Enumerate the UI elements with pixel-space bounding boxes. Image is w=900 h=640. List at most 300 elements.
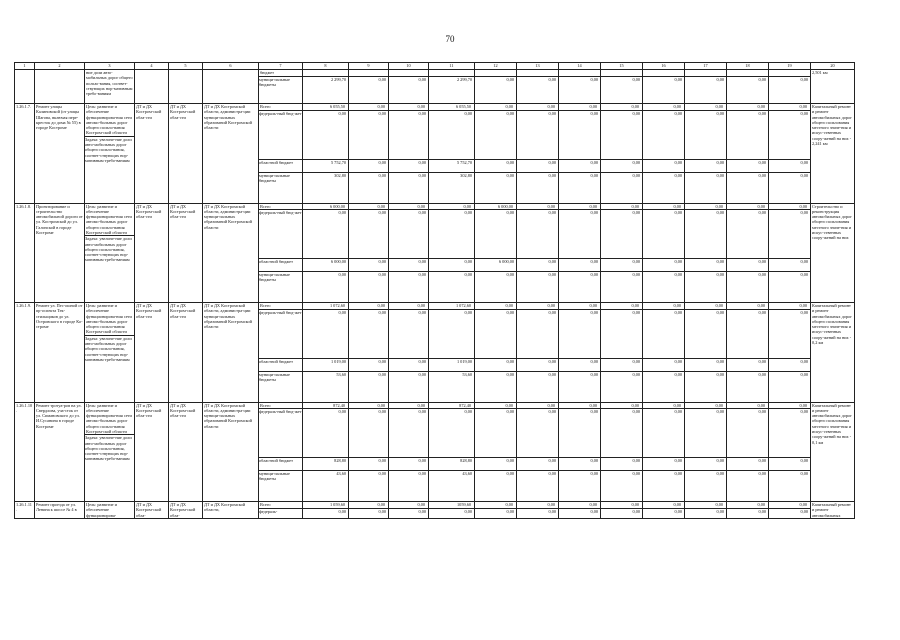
amount-cell <box>349 402 389 502</box>
amount-value: 0,00 <box>377 104 385 109</box>
amount-value: 0,00 <box>716 159 724 165</box>
column-number: 18 <box>727 63 769 70</box>
amount-value: 0,00 <box>674 458 682 463</box>
executor: ДТ и ДХ Костром-ской обла-сти <box>135 402 169 502</box>
column-number: 19 <box>769 63 811 70</box>
amount-value: 0,00 <box>632 358 640 364</box>
amount-cell <box>303 402 349 502</box>
amount-value: 0,00 <box>548 458 556 463</box>
amount-value: 0,00 <box>590 272 598 277</box>
amount-value: 0,00 <box>378 458 386 463</box>
funding-source: муници-пальные бюджеты <box>259 371 290 382</box>
amount-value: 2 299,70 <box>330 77 346 82</box>
amount-value: 0,00 <box>464 409 472 414</box>
amount-value: 0,00 <box>800 110 808 116</box>
amount-value: 0,00 <box>548 409 556 414</box>
amount-value: 0,00 <box>464 110 472 116</box>
amount-value: 0,00 <box>799 303 807 308</box>
column-number: 5 <box>169 63 203 70</box>
amount-value: 0,00 <box>418 159 426 165</box>
amount-cell <box>349 502 389 519</box>
funding-source: муници-пальные бюджеты <box>259 77 290 88</box>
amount-value: 0,00 <box>506 110 514 116</box>
column-number: 6 <box>203 63 259 70</box>
column-number: 1 <box>15 63 35 70</box>
amount-value: 0,00 <box>799 502 807 507</box>
amount-value: 0,00 <box>418 210 426 215</box>
amount-value: 0,00 <box>800 259 808 264</box>
task-text: ние доли авто-мобильных дорог общего пользо-вания, соответ-ствующих нор-мативным требо-ваниям <box>85 70 135 104</box>
amount-value: 0,00 <box>590 458 598 463</box>
amount-value: 0,00 <box>418 371 426 377</box>
amount-cell <box>769 402 811 502</box>
amount-value: 0,00 <box>674 508 682 514</box>
amount-value: 0,00 <box>418 259 426 264</box>
amount-value: 0,00 <box>378 110 386 116</box>
funding-source: федераль-ный бюд-жет <box>259 309 302 315</box>
amount-value: 0,00 <box>418 309 426 315</box>
amount-cell <box>517 502 559 519</box>
amount-value: 0,00 <box>632 77 640 82</box>
funding-source: федераль-ный бюд-жет <box>259 210 302 215</box>
amount-value: 0,00 <box>506 159 514 165</box>
amount-value: 0,00 <box>631 203 639 209</box>
amount-cell <box>303 203 349 303</box>
column-number: 15 <box>601 63 643 70</box>
amount-value: 0,00 <box>418 172 426 178</box>
column-number: 11 <box>429 63 475 70</box>
amount-cell <box>601 104 643 204</box>
amount-value: 0,00 <box>464 309 472 315</box>
amount-value: 0,00 <box>338 272 346 277</box>
amount-cell <box>475 303 517 403</box>
amount-value: 0,00 <box>631 303 639 308</box>
goal-task-cell <box>85 502 135 519</box>
amount-value: 0,00 <box>590 210 598 215</box>
amount-value: 0,00 <box>417 203 425 209</box>
amount-value: 0,00 <box>674 159 682 165</box>
funding-source: федераль- <box>259 508 278 514</box>
amount-cell <box>429 402 475 502</box>
item-number: 1.26.1.10. <box>15 402 35 502</box>
table-body <box>15 63 855 519</box>
amount-value: 0,00 <box>548 371 556 377</box>
amount-value: 0,00 <box>716 77 724 82</box>
amount-value: 0,00 <box>674 110 682 116</box>
amount-cell <box>303 104 349 204</box>
cell-empty <box>203 70 259 104</box>
task-text: Задача: увеличе-ние доли авто-мобильных дорог общего пользо-вания, соответ-ствующих нор-мативным требо-ваниям <box>85 335 132 362</box>
amount-value: 43,60 <box>336 471 346 476</box>
participants: ДТ и ДХ Костромской области, администра-ции муници-пальных образований Костромской области <box>203 402 259 502</box>
coordinator: ДТ и ДХ Костром-ской обла-сти <box>169 203 203 303</box>
amount-value: 302,80 <box>334 172 346 178</box>
amount-value: 0,00 <box>673 303 681 308</box>
column-number: 12 <box>475 63 517 70</box>
amount-value: 0,00 <box>589 402 597 408</box>
amount-value: 0,00 <box>547 402 555 408</box>
amount-value: 0,00 <box>418 471 426 476</box>
amount-cell <box>349 70 389 104</box>
amount-value: 0,00 <box>716 210 724 215</box>
amount-value: 0,00 <box>674 77 682 82</box>
amount-value: 0,00 <box>548 309 556 315</box>
amount-value: 0,00 <box>800 210 808 215</box>
amount-value: 0,00 <box>632 259 640 264</box>
amount-cell <box>475 203 517 303</box>
continuation-row <box>15 70 855 104</box>
amount-value: 0,00 <box>757 402 765 408</box>
amount-value: 0,00 <box>757 203 765 209</box>
amount-value: 0,00 <box>378 159 386 165</box>
funding-source: федераль-ный бюд-жет <box>259 409 302 414</box>
table-row <box>15 104 855 204</box>
amount-cell <box>685 402 727 502</box>
amount-value: 0,00 <box>758 110 766 116</box>
amount-cell <box>727 502 769 519</box>
cell-empty <box>135 70 169 104</box>
amount-value: 0,00 <box>800 409 808 414</box>
amount-cell <box>559 104 601 204</box>
amount-cell <box>389 104 429 204</box>
goal-task-cell <box>85 402 135 502</box>
amount-value: 0,00 <box>758 371 766 377</box>
amount-value: 0,00 <box>378 409 386 414</box>
amount-value: 0,00 <box>590 409 598 414</box>
amount-value: 0,00 <box>674 172 682 178</box>
amount-value: 0,00 <box>631 502 639 507</box>
amount-value: 0,00 <box>758 471 766 476</box>
funding-source: Всего <box>260 303 271 308</box>
amount-value: 0,00 <box>589 203 597 209</box>
amount-cell <box>349 104 389 204</box>
amount-value: 0,00 <box>506 358 514 364</box>
amount-value: 0,00 <box>547 203 555 209</box>
amount-cell <box>429 502 475 519</box>
amount-cell <box>559 402 601 502</box>
item-number: 1.26.1.8. <box>15 203 35 303</box>
amount-cell <box>303 70 349 104</box>
amount-value: 0,00 <box>632 272 640 277</box>
amount-value: 0,00 <box>673 402 681 408</box>
amount-value: 0,00 <box>377 502 385 507</box>
amount-value: 0,00 <box>547 303 555 308</box>
source-cell <box>259 104 303 204</box>
amount-value: 0,00 <box>800 358 808 364</box>
column-number: 3 <box>85 63 135 70</box>
amount-value: 0,00 <box>548 159 556 165</box>
amount-value: 0,00 <box>590 77 598 82</box>
coordinator: ДТ и ДХ Костром-ской обла-сти <box>169 402 203 502</box>
amount-value: 0,00 <box>378 272 386 277</box>
result-text: 2,501 км <box>811 70 855 104</box>
amount-value: 0,00 <box>674 259 682 264</box>
amount-value: 0,00 <box>505 402 513 408</box>
amount-value: 0,00 <box>631 402 639 408</box>
result-text: Строительство и реконструкция автомобильных дорог общего пользования местного значе-ния и искус-ственных соору-жений на них <box>811 203 855 303</box>
amount-cell <box>559 203 601 303</box>
amount-cell <box>601 203 643 303</box>
amount-value: 0,00 <box>378 371 386 377</box>
amount-value: 0,00 <box>417 402 425 408</box>
amount-value: 0,00 <box>548 259 556 264</box>
table-row <box>15 402 855 502</box>
amount-cell <box>727 104 769 204</box>
amount-value: 6 055,50 <box>455 104 471 109</box>
column-number: 4 <box>135 63 169 70</box>
amount-cell <box>349 203 389 303</box>
amount-value: 0,00 <box>758 409 766 414</box>
funding-source: Всего <box>260 402 271 408</box>
amount-value: 0,00 <box>800 309 808 315</box>
amount-value: 0,00 <box>673 104 681 109</box>
amount-cell <box>601 502 643 519</box>
funding-source: областной бюджет <box>259 159 293 165</box>
amount-value: 0,00 <box>378 508 386 514</box>
amount-value: 0,00 <box>800 371 808 377</box>
amount-value: 0,00 <box>506 272 514 277</box>
header-row <box>15 63 855 70</box>
funding-source: Всего <box>260 104 271 109</box>
amount-value: 0,00 <box>757 104 765 109</box>
goal-text: Цель: развитие и обеспечение функционирова- <box>86 502 117 518</box>
amount-value: 0,00 <box>716 358 724 364</box>
amount-value: 0,00 <box>506 309 514 315</box>
amount-cell <box>349 303 389 403</box>
amount-value: 872,40 <box>459 402 471 408</box>
amount-value: 0,00 <box>505 502 513 507</box>
source-cell <box>259 502 303 519</box>
amount-value: 0,00 <box>590 371 598 377</box>
amount-cell <box>643 70 685 104</box>
goal-text: Цель: развитие и обеспечение функционирова-ния сети автомо-бильных дорог общего пользо-вания Костром-ской области <box>86 303 132 335</box>
amount-cell <box>389 303 429 403</box>
amount-value: 0,00 <box>505 303 513 308</box>
amount-value: 0,00 <box>632 172 640 178</box>
participants: ДТ и ДХ Костромской области, администра-ции муници-пальных образований Костромской области <box>203 104 259 204</box>
amount-value: 0,00 <box>589 303 597 308</box>
amount-value: 0,00 <box>505 104 513 109</box>
amount-value: 0,00 <box>673 203 681 209</box>
amount-cell <box>475 104 517 204</box>
item-name: Ремонт проезда от ул. Ленина к шоссе № 4 в <box>35 502 85 519</box>
result-text: Капитальный ремонт и ремонт автомобильных дорог общего пользования местного значе-ния и искус-ственных соору-жений на них - 0,1 км <box>811 402 855 502</box>
amount-value: 0,00 <box>758 458 766 463</box>
column-number: 14 <box>559 63 601 70</box>
column-number: 10 <box>389 63 429 70</box>
amount-value: 0,00 <box>632 210 640 215</box>
amount-value: 0,00 <box>632 471 640 476</box>
cell-empty <box>15 70 35 104</box>
amount-value: 0,00 <box>418 409 426 414</box>
amount-cell <box>389 402 429 502</box>
amount-cell <box>303 303 349 403</box>
amount-value: 0,00 <box>758 259 766 264</box>
item-name: Проектирование и строительство автомобильной дороги от ул. Костромской до ул. Галичской в городе Костроме <box>35 203 85 303</box>
amount-value: 2 299,70 <box>456 77 472 82</box>
amount-value: 0,00 <box>674 210 682 215</box>
amount-cell <box>685 70 727 104</box>
amount-value: 0,00 <box>589 502 597 507</box>
amount-value: 0,00 <box>378 172 386 178</box>
amount-value: 0,00 <box>632 508 640 514</box>
task-text: Задача: увеличе-ние доли авто-мобильных дорог общего пользо-вания, соответ-ствующих нор-мативным требо-ваниям <box>85 136 132 163</box>
amount-value: 0,00 <box>800 172 808 178</box>
amount-value: 0,00 <box>463 203 471 209</box>
amount-value: 0,00 <box>378 259 386 264</box>
goal-text: Цель: развитие и обеспечение функционирова-ния сети автомо-бильных дорог общего пользо-вания Костром-ской области <box>86 402 132 434</box>
amount-cell <box>643 104 685 204</box>
amount-cell <box>429 104 475 204</box>
goal-task-cell <box>85 303 135 403</box>
amount-cell <box>601 402 643 502</box>
funding-source: Всего <box>260 203 271 209</box>
executor: ДТ и ДХ Костром-ской обла-сти <box>135 104 169 204</box>
amount-value: 0,00 <box>506 471 514 476</box>
funding-source: муници-пальные бюджеты <box>259 172 290 183</box>
amount-value: 0,00 <box>758 508 766 514</box>
amount-value: 0,00 <box>673 502 681 507</box>
amount-value: 0,00 <box>716 471 724 476</box>
amount-cell <box>517 104 559 204</box>
amount-value: 0,00 <box>590 172 598 178</box>
amount-value: 0,00 <box>758 309 766 315</box>
amount-cell <box>727 402 769 502</box>
amount-value: 0,00 <box>590 508 598 514</box>
amount-value: 0,00 <box>548 358 556 364</box>
amount-cell <box>727 203 769 303</box>
amount-value: 5 752,70 <box>456 159 472 165</box>
amount-value: 0,00 <box>418 458 426 463</box>
amount-value: 0,00 <box>590 259 598 264</box>
amount-cell <box>559 70 601 104</box>
item-name: Ремонт ул. Пес-ошной от пр-оспекта Тек-стильщиков до ул. Островского в городе Ко-строме <box>35 303 85 403</box>
amount-value: 0,00 <box>716 309 724 315</box>
amount-value: 0,00 <box>632 309 640 315</box>
amount-value: 0,00 <box>716 409 724 414</box>
amount-value: 0,00 <box>715 502 723 507</box>
amount-cell <box>685 502 727 519</box>
amount-value: 0,00 <box>716 172 724 178</box>
amount-value: 828,80 <box>460 458 472 463</box>
amount-value: 53,60 <box>336 371 346 377</box>
funding-source: областной бюджет <box>259 259 293 264</box>
amount-value: 0,00 <box>590 358 598 364</box>
amount-cell <box>517 303 559 403</box>
column-number: 20 <box>811 63 855 70</box>
amount-value: 0,00 <box>800 471 808 476</box>
amount-value: 0,00 <box>377 203 385 209</box>
amount-value: 0,00 <box>464 272 472 277</box>
coordinator: ДТ и ДХ Костром-ской обла-сти <box>169 104 203 204</box>
amount-value: 0,00 <box>338 210 346 215</box>
amount-value: 302,80 <box>460 172 472 178</box>
amount-value: 0,00 <box>338 508 346 514</box>
column-number: 13 <box>517 63 559 70</box>
amount-cell <box>643 402 685 502</box>
funding-source: бюджет <box>260 70 275 75</box>
executor: ДТ и ДХ Костром-ской обла-сти <box>135 303 169 403</box>
participants: ДТ и ДХ Костромской области, администра-ции муници-пальных образований Костромской области <box>203 203 259 303</box>
amount-value: 0,00 <box>378 358 386 364</box>
amount-cell <box>389 502 429 519</box>
source-cell <box>259 70 303 104</box>
item-name: Ремонт тротуа-ров на ул. Свердлова, уча-сток от ул. Симановского до ул. И.Сусанина в городе Костроме <box>35 402 85 502</box>
amount-value: 1 019,00 <box>456 358 472 364</box>
amount-cell <box>303 502 349 519</box>
amount-value: 0,00 <box>506 371 514 377</box>
amount-value: 0,00 <box>800 77 808 82</box>
source-cell <box>259 203 303 303</box>
amount-value: 0,00 <box>548 172 556 178</box>
amount-value: 0,00 <box>547 104 555 109</box>
task-text: Задача: увеличе-ние доли авто-мобильных дорог общего пользо-вания, соответ-ствующих нор-мативным требо-ваниям <box>85 236 132 263</box>
amount-value: 0,00 <box>674 272 682 277</box>
amount-value: 0,00 <box>758 358 766 364</box>
amount-cell <box>601 303 643 403</box>
amount-value: 0,00 <box>715 402 723 408</box>
amount-value: 0,00 <box>758 77 766 82</box>
result-text: Капитальный ремонт и ремонт автомобильных дорог общего пользования местного значе-ния и искус-ственных соору-жений на них - 2,241 км <box>811 104 855 204</box>
amount-value: 0,00 <box>590 471 598 476</box>
amount-value: 0,00 <box>716 110 724 116</box>
amount-value: 0,00 <box>800 272 808 277</box>
amount-value: 0,00 <box>589 104 597 109</box>
amount-value: 1 072,60 <box>329 303 345 308</box>
amount-value: 53,60 <box>462 371 472 377</box>
goal-task-cell <box>85 203 135 303</box>
amount-value: 0,00 <box>799 203 807 209</box>
amount-value: 0,00 <box>548 110 556 116</box>
amount-cell <box>475 70 517 104</box>
column-number: 8 <box>303 63 349 70</box>
amount-cell <box>601 70 643 104</box>
amount-value: 0,00 <box>758 172 766 178</box>
amount-value: 0,00 <box>418 110 426 116</box>
amount-cell <box>517 203 559 303</box>
amount-value: 0,00 <box>590 159 598 165</box>
amount-cell <box>685 203 727 303</box>
amount-value: 0,00 <box>674 309 682 315</box>
column-number: 17 <box>685 63 727 70</box>
item-number: 1.26.1.11. <box>15 502 35 519</box>
column-number: 2 <box>35 63 85 70</box>
amount-value: 0,00 <box>800 458 808 463</box>
amount-value: 1 019,00 <box>330 358 346 364</box>
amount-value: 0,00 <box>506 409 514 414</box>
amount-value: 828,80 <box>334 458 346 463</box>
amount-value: 0,00 <box>674 358 682 364</box>
amount-value: 0,00 <box>757 303 765 308</box>
amount-cell <box>475 402 517 502</box>
amount-value: 0,00 <box>464 508 472 514</box>
amount-value: 0,00 <box>548 272 556 277</box>
amount-value: 0,00 <box>378 471 386 476</box>
participants: ДТ и ДХ Костромской области, администра-ции муници-пальных образований Костромской области <box>203 303 259 403</box>
amount-value: 6 000,00 <box>497 203 513 209</box>
amount-value: 0,00 <box>506 210 514 215</box>
amount-value: 0,00 <box>506 172 514 178</box>
amount-cell <box>559 303 601 403</box>
amount-value: 0,00 <box>674 471 682 476</box>
amount-value: 0,00 <box>631 104 639 109</box>
cell-empty <box>35 70 85 104</box>
amount-cell <box>769 70 811 104</box>
amount-value: 0,00 <box>418 508 426 514</box>
amount-value: 5 752,70 <box>330 159 346 165</box>
amount-value: 0,00 <box>417 104 425 109</box>
amount-value: 872,40 <box>333 402 345 408</box>
